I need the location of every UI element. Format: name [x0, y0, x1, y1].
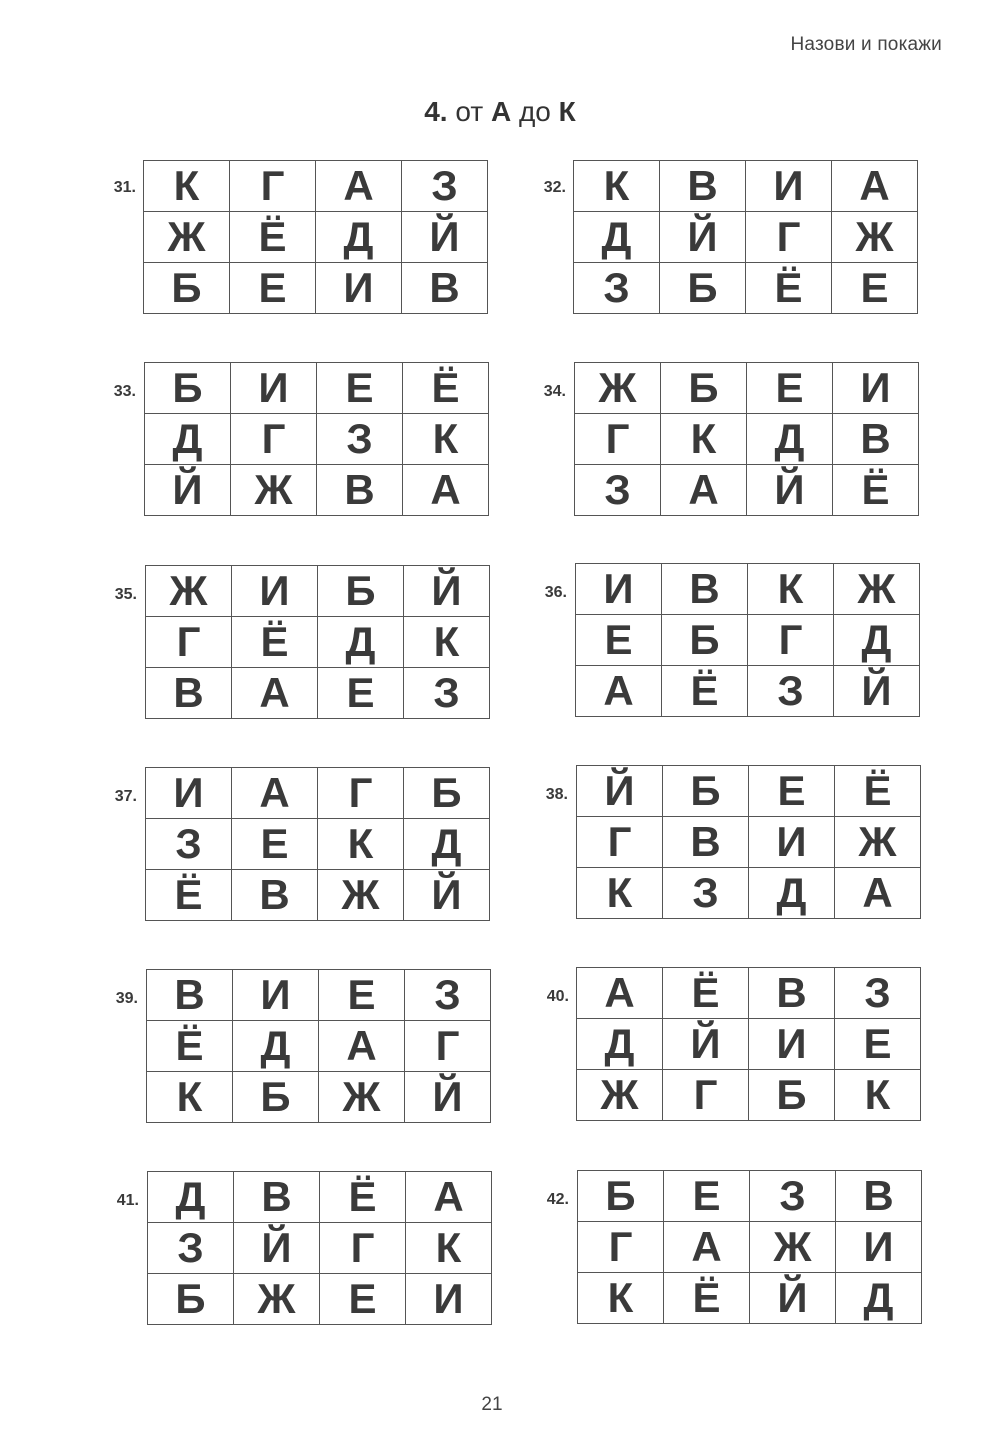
grid-row	[147, 1072, 491, 1123]
exercise-number: 32.	[543, 179, 566, 196]
letter-grid	[146, 969, 491, 1123]
grid-row	[578, 1222, 922, 1273]
page-number: 21	[481, 1394, 503, 1415]
grid-row	[145, 465, 489, 516]
letter-grid	[144, 362, 489, 516]
exercise-number: 42.	[546, 1191, 569, 1208]
letter-cell: И	[231, 363, 317, 414]
letter-cell: А	[664, 1222, 750, 1273]
letter-cell: Б	[661, 363, 747, 414]
letter-cell: Ё	[320, 1172, 406, 1223]
letter-cell: Д	[316, 212, 402, 263]
letter-cell: Ё	[664, 1273, 750, 1324]
letter-cell: Б	[660, 263, 746, 314]
letter-cell: Ё	[662, 666, 748, 717]
letter-cell: Г	[575, 414, 661, 465]
letter-cell: Ё	[232, 617, 318, 668]
letter-cell: В	[146, 668, 232, 719]
page-title	[0, 96, 1000, 128]
grid-row	[146, 768, 490, 819]
letter-cell: Й	[234, 1223, 320, 1274]
letter-cell: К	[404, 617, 490, 668]
letter-cell: Ё	[230, 212, 316, 263]
letter-cell: А	[835, 868, 921, 919]
grid-row	[148, 1223, 492, 1274]
letter-cell: Ё	[146, 870, 232, 921]
letter-cell: Ж	[834, 564, 920, 615]
letter-cell: Ё	[147, 1021, 233, 1072]
grid-row	[146, 668, 490, 719]
letter-cell: И	[836, 1222, 922, 1273]
letter-cell: Е	[320, 1274, 406, 1325]
letter-grid	[576, 967, 921, 1121]
letter-cell: А	[576, 666, 662, 717]
letter-cell: И	[749, 817, 835, 868]
letter-cell: И	[746, 161, 832, 212]
section-header: Назови и покажи	[790, 34, 942, 55]
letter-cell: Г	[146, 617, 232, 668]
letter-cell: Ж	[575, 363, 661, 414]
grid-row	[577, 1070, 921, 1121]
grid-row	[578, 1171, 922, 1222]
exercise-number: 35.	[114, 586, 137, 603]
letter-cell: В	[749, 968, 835, 1019]
letter-cell: Б	[233, 1072, 319, 1123]
letter-cell: З	[750, 1171, 836, 1222]
letter-cell: И	[233, 970, 319, 1021]
letter-grid	[575, 563, 920, 717]
exercise-number: 31.	[113, 179, 136, 196]
title-to-letter: К	[558, 96, 576, 127]
grid-row	[146, 566, 490, 617]
letter-cell: И	[232, 566, 318, 617]
letter-cell: К	[144, 161, 230, 212]
letter-cell: Ё	[403, 363, 489, 414]
grid-row	[148, 1274, 492, 1325]
exercise-number: 33.	[113, 383, 136, 400]
grid-row	[148, 1172, 492, 1223]
letter-cell: В	[833, 414, 919, 465]
letter-cell: К	[835, 1070, 921, 1121]
exercise-number: 38.	[545, 786, 568, 803]
grid-row	[577, 968, 921, 1019]
grid-row	[145, 414, 489, 465]
grid-row	[575, 363, 919, 414]
letter-cell: Е	[664, 1171, 750, 1222]
letter-cell: Е	[835, 1019, 921, 1070]
letter-cell: Д	[318, 617, 404, 668]
letter-cell: З	[575, 465, 661, 516]
letter-cell: Й	[402, 212, 488, 263]
letter-grid	[145, 565, 490, 719]
letter-cell: К	[577, 868, 663, 919]
letter-cell: Б	[144, 263, 230, 314]
letter-cell: И	[576, 564, 662, 615]
exercise-number: 39.	[115, 990, 138, 1007]
letter-cell: А	[403, 465, 489, 516]
letter-cell: А	[406, 1172, 492, 1223]
letter-cell: А	[319, 1021, 405, 1072]
letter-cell: Й	[404, 870, 490, 921]
letter-cell: Е	[319, 970, 405, 1021]
letter-cell: Б	[578, 1171, 664, 1222]
letter-cell: Г	[231, 414, 317, 465]
letter-grid	[574, 362, 919, 516]
letter-grid	[577, 1170, 922, 1324]
letter-cell: Й	[747, 465, 833, 516]
letter-cell: Ж	[832, 212, 918, 263]
letter-cell: В	[660, 161, 746, 212]
letter-cell: Й	[660, 212, 746, 263]
letter-cell: К	[661, 414, 747, 465]
letter-cell: З	[663, 868, 749, 919]
letter-grid	[576, 765, 921, 919]
letter-cell: Ж	[234, 1274, 320, 1325]
letter-cell: Й	[750, 1273, 836, 1324]
letter-cell: К	[578, 1273, 664, 1324]
letter-cell: Б	[663, 766, 749, 817]
letter-cell: Й	[663, 1019, 749, 1070]
grid-row	[147, 1021, 491, 1072]
letter-cell: Г	[746, 212, 832, 263]
letter-cell: И	[146, 768, 232, 819]
letter-grid	[143, 160, 488, 314]
grid-row	[576, 615, 920, 666]
grid-row	[577, 868, 921, 919]
letter-grid	[147, 1171, 492, 1325]
letter-cell: Б	[404, 768, 490, 819]
letter-cell: А	[232, 768, 318, 819]
letter-cell: Ё	[746, 263, 832, 314]
letter-cell: Е	[576, 615, 662, 666]
letter-cell: Д	[834, 615, 920, 666]
grid-row	[576, 564, 920, 615]
letter-cell: Е	[749, 766, 835, 817]
letter-cell: Г	[577, 817, 663, 868]
letter-cell: И	[406, 1274, 492, 1325]
grid-row	[144, 161, 488, 212]
letter-cell: Д	[574, 212, 660, 263]
letter-cell: Г	[578, 1222, 664, 1273]
letter-cell: И	[833, 363, 919, 414]
letter-cell: Й	[577, 766, 663, 817]
letter-cell: Ё	[663, 968, 749, 1019]
exercise-number: 37.	[114, 788, 137, 805]
letter-cell: А	[832, 161, 918, 212]
letter-cell: Г	[230, 161, 316, 212]
letter-cell: З	[404, 668, 490, 719]
grid-row	[146, 617, 490, 668]
grid-row	[574, 212, 918, 263]
grid-row	[147, 970, 491, 1021]
title-from-word: от	[455, 96, 484, 127]
letter-cell: В	[402, 263, 488, 314]
grid-row	[144, 212, 488, 263]
letter-cell: В	[234, 1172, 320, 1223]
letter-cell: Б	[318, 566, 404, 617]
letter-cell: А	[577, 968, 663, 1019]
letter-cell: Е	[232, 819, 318, 870]
letter-cell: Г	[318, 768, 404, 819]
letter-cell: И	[749, 1019, 835, 1070]
letter-cell: Е	[832, 263, 918, 314]
letter-cell: К	[318, 819, 404, 870]
letter-cell: Й	[145, 465, 231, 516]
grid-row	[146, 819, 490, 870]
letter-cell: Ж	[577, 1070, 663, 1121]
letter-cell: К	[147, 1072, 233, 1123]
letter-cell: Б	[145, 363, 231, 414]
letter-cell: Г	[748, 615, 834, 666]
grid-row	[145, 363, 489, 414]
letter-cell: З	[405, 970, 491, 1021]
exercise-number: 36.	[544, 584, 567, 601]
letter-cell: В	[317, 465, 403, 516]
letter-cell: Д	[404, 819, 490, 870]
letter-cell: Б	[148, 1274, 234, 1325]
letter-cell: Г	[405, 1021, 491, 1072]
grid-row	[578, 1273, 922, 1324]
letter-cell: Ё	[835, 766, 921, 817]
letter-cell: Ж	[231, 465, 317, 516]
letter-cell: З	[317, 414, 403, 465]
letter-cell: Й	[834, 666, 920, 717]
letter-cell: Г	[663, 1070, 749, 1121]
letter-cell: В	[662, 564, 748, 615]
letter-cell: Д	[577, 1019, 663, 1070]
letter-cell: К	[574, 161, 660, 212]
letter-cell: Ж	[319, 1072, 405, 1123]
exercise-number: 34.	[543, 383, 566, 400]
letter-cell: Е	[230, 263, 316, 314]
letter-cell: А	[661, 465, 747, 516]
title-from-letter: А	[490, 96, 512, 127]
letter-cell: Б	[662, 615, 748, 666]
letter-cell: Б	[749, 1070, 835, 1121]
letter-cell: В	[232, 870, 318, 921]
letter-cell: Д	[747, 414, 833, 465]
letter-cell: А	[232, 668, 318, 719]
grid-row	[574, 263, 918, 314]
letter-cell: Д	[145, 414, 231, 465]
exercise-number: 41.	[116, 1192, 139, 1209]
letter-cell: А	[316, 161, 402, 212]
letter-cell: Д	[836, 1273, 922, 1324]
title-to-word: до	[518, 96, 551, 127]
grid-row	[575, 465, 919, 516]
title-number: 4.	[424, 96, 448, 127]
letter-cell: Ж	[144, 212, 230, 263]
letter-cell: Д	[148, 1172, 234, 1223]
letter-cell: К	[748, 564, 834, 615]
letter-cell: З	[835, 968, 921, 1019]
letter-cell: З	[574, 263, 660, 314]
letter-cell: Д	[233, 1021, 319, 1072]
letter-cell: Г	[320, 1223, 406, 1274]
letter-cell: В	[147, 970, 233, 1021]
letter-cell: Ж	[750, 1222, 836, 1273]
letter-cell: Й	[405, 1072, 491, 1123]
grid-row	[574, 161, 918, 212]
letter-cell: В	[663, 817, 749, 868]
grid-row	[577, 1019, 921, 1070]
letter-cell: З	[402, 161, 488, 212]
grid-row	[144, 263, 488, 314]
letter-cell: Ж	[146, 566, 232, 617]
grid-row	[146, 870, 490, 921]
letter-cell: З	[148, 1223, 234, 1274]
letter-cell: Й	[404, 566, 490, 617]
letter-grid	[145, 767, 490, 921]
letter-cell: И	[316, 263, 402, 314]
letter-cell: З	[146, 819, 232, 870]
letter-cell: Е	[747, 363, 833, 414]
exercise-number: 40.	[546, 988, 569, 1005]
letter-cell: Ж	[835, 817, 921, 868]
letter-cell: Ж	[318, 870, 404, 921]
letter-cell: Е	[318, 668, 404, 719]
letter-cell: З	[748, 666, 834, 717]
letter-grid	[573, 160, 918, 314]
grid-row	[575, 414, 919, 465]
grid-row	[576, 666, 920, 717]
letter-cell: Е	[317, 363, 403, 414]
letter-cell: К	[403, 414, 489, 465]
letter-cell: Д	[749, 868, 835, 919]
letter-cell: Ё	[833, 465, 919, 516]
grid-row	[577, 766, 921, 817]
grid-row	[577, 817, 921, 868]
letter-cell: В	[836, 1171, 922, 1222]
letter-cell: К	[406, 1223, 492, 1274]
